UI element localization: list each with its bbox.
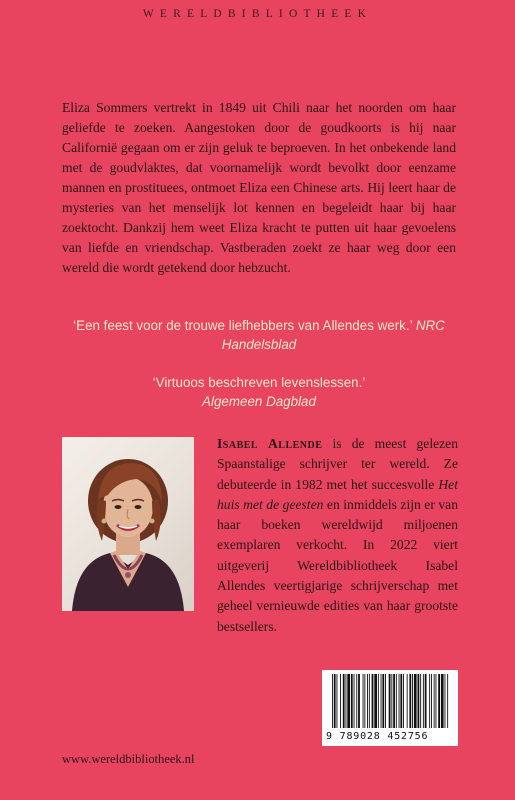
barcode-bar — [407, 674, 408, 728]
quote-2-source: Algemeen Dagblad — [202, 394, 316, 409]
review-quote-1 — [62, 316, 456, 354]
barcode-bar — [445, 674, 446, 728]
author-name: Isabel Allende — [217, 436, 323, 451]
barcode-bar — [389, 674, 391, 728]
author-bio — [217, 434, 458, 637]
barcode-bar — [334, 674, 336, 728]
barcode-bar — [434, 674, 435, 728]
barcode-bar — [340, 674, 341, 728]
barcode-bar — [441, 674, 444, 728]
isbn-number: 9 789028 452756 — [326, 731, 429, 742]
quote-1-text: ‘Een feest voor de trouwe liefhebbers van Allendes werk.’ — [73, 318, 413, 333]
barcode-bar — [343, 674, 345, 728]
barcode-bar — [391, 674, 392, 728]
author-portrait-illustration — [62, 437, 194, 611]
barcode-bar — [369, 674, 370, 728]
barcode-bar — [351, 674, 353, 728]
author-photo — [62, 437, 194, 611]
quote-2-text: ‘Virtuoos beschreven levenslessen.’ — [152, 375, 366, 390]
barcode-bar — [354, 674, 355, 728]
review-quote-2 — [62, 373, 456, 411]
barcode-bar — [347, 674, 350, 728]
barcode-bars — [322, 670, 458, 730]
barcode-bar — [399, 674, 400, 728]
bio-text-part-2: en inmiddels zijn er van haar boeken wereldwijd miljoenen exemplaren verkocht. In 2022 viert uitgeverij Wereldbibliotheek Isabel Allendes veertigjarige schrijverschap met geheel vernieuwde edities van haar grootste bestsellers. — [217, 496, 459, 634]
barcode-bar — [396, 674, 397, 728]
barcode-bar — [358, 674, 360, 728]
barcode-bar — [385, 674, 386, 728]
isbn-barcode — [322, 670, 458, 746]
barcode-bar — [409, 674, 411, 728]
barcode-bar — [412, 674, 413, 728]
bio-text-part-1: is de meest gelezen Spaanstalige schrijver ter wereld. Ze debuteerde in 1982 met het succesvolle — [217, 436, 458, 492]
barcode-bar — [381, 674, 382, 728]
barcode-bar — [414, 674, 417, 728]
barcode-bar — [337, 674, 338, 728]
barcode-bar — [372, 674, 374, 728]
barcode-bar — [332, 674, 333, 728]
barcode-bar — [438, 674, 440, 728]
barcode-bar — [393, 674, 395, 728]
barcode-bar — [346, 674, 347, 728]
barcode-bar — [367, 674, 368, 728]
blurb-text: Eliza Sommers vertrekt in 1849 uit Chili naar het noorden om haar geliefde te zoeken. Aangestoken door de goudkoorts is hij naar Californië gegaan om er zijn geluk te beproeven. In het onbekende land met de goudvlaktes, dat voornamelijk wordt bevolkt door eenzame mannen en prostituees, ontmoet Eliza een Chinese arts. Hij leert haar de mysteries van het menselijk lot kennen en begeleidt haar bij haar zoektocht. Dankzij hem weet Eliza kracht te putten uit haar gevoelens van liefde en vriendschap. Vastberaden zoekt ze haar weg door een wereld die wordt getekend door hebzucht. — [62, 100, 456, 275]
barcode-bar — [436, 674, 437, 728]
barcode-bar — [447, 674, 448, 728]
publisher-header: WERELDBIBLIOTHEEK — [142, 8, 373, 20]
barcode-bar — [378, 674, 379, 728]
publisher-website: www.wereldbibliotheek.nl — [62, 752, 195, 766]
barcode-bar — [356, 674, 357, 728]
debut-book-title: Het huis met de geesten — [217, 476, 458, 512]
barcode-bar — [364, 674, 365, 728]
barcode-bar — [425, 674, 427, 728]
barcode-bar — [382, 674, 384, 728]
barcode-bar — [374, 674, 377, 728]
barcode-bar — [423, 674, 424, 728]
barcode-bar — [418, 674, 420, 728]
barcode-bar — [400, 674, 402, 728]
barcode-bar — [431, 674, 432, 728]
barcode-bar — [403, 674, 404, 728]
barcode-bar — [363, 674, 364, 728]
barcode-bar — [420, 674, 421, 728]
barcode-bar — [429, 674, 430, 728]
quote-1-source: NRC Handelsblad — [221, 318, 445, 352]
